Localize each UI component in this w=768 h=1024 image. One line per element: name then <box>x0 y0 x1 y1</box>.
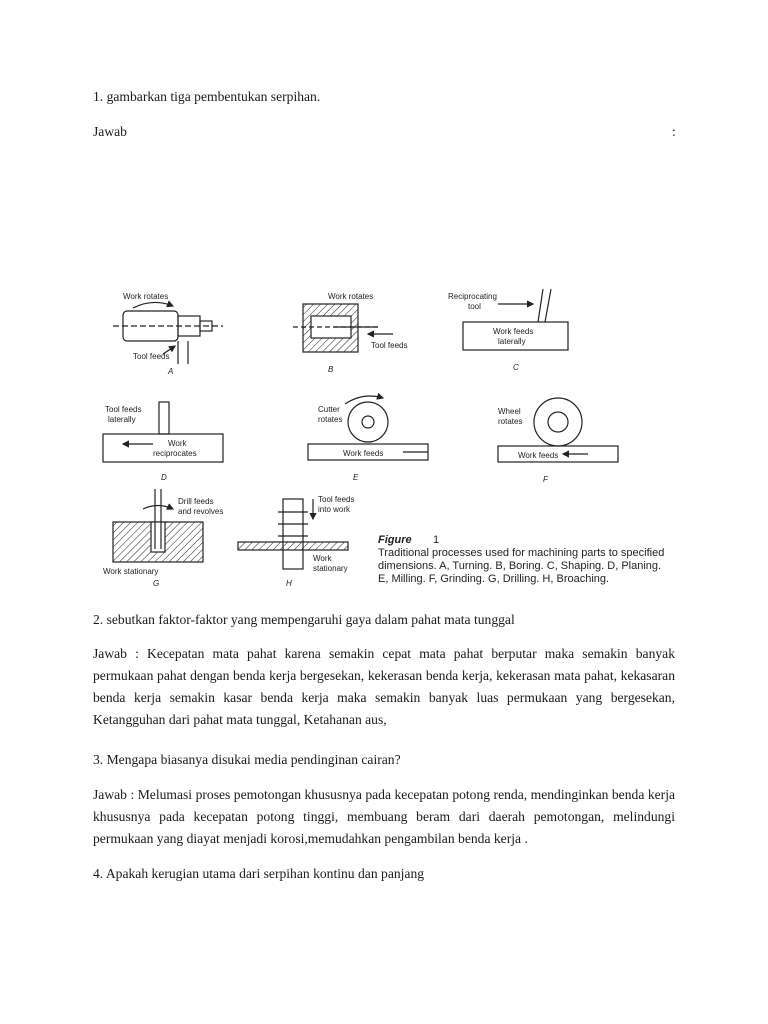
panel-b-label-1: Work rotates <box>328 292 374 301</box>
panel-d-letter: D <box>161 473 167 482</box>
panel-c-letter: C <box>513 363 519 372</box>
panel-d-label-2: laterally <box>108 415 136 424</box>
answer-1-label: Jawab <box>93 124 127 139</box>
question-1: 1. gambarkan tiga pembentukan serpihan. <box>93 89 321 104</box>
panel-a-letter: A <box>168 367 174 376</box>
panel-a-label-2: Tool feeds <box>133 352 170 361</box>
panel-c-label-2: tool <box>468 302 481 311</box>
panel-h-label-2: into work <box>318 505 351 514</box>
question-4: 4. Apakah kerugian utama dari serpihan kontinu dan panjang <box>93 866 425 881</box>
panel-d-label-4: reciprocates <box>153 449 197 458</box>
panel-e-label-3: Work feeds <box>343 449 384 458</box>
panel-c-label-3: Work feeds <box>493 327 534 336</box>
panel-d-label-1: Tool feeds <box>105 405 142 414</box>
panel-f-label-1: Wheel <box>498 407 521 416</box>
caption-line-1: Traditional processes used for machining parts to specified <box>378 547 665 559</box>
machining-processes-figure <box>93 284 683 596</box>
answer-2: Jawab : Kecepatan mata pahat karena semakin cepat mata pahat berputar maka semakin banyak permukaan pahat dengan benda kerja bergesekan, kekerasan benda kerja, kekerasan mata pahat, kekasaran benda kerja semakin kasar benda kerja maka semakin banyak luas permukaan yang bergesekan, Ketangguhan dari pahat mata tunggal, Ketahanan aus, <box>93 646 675 727</box>
panel-b-letter: B <box>328 365 334 374</box>
panel-e-letter: E <box>353 473 359 482</box>
answer-1-colon: : <box>672 124 676 139</box>
caption-title: Figure <box>378 534 412 546</box>
panel-a-label-1: Work rotates <box>123 292 169 301</box>
caption-line-3: E, Milling. F, Grinding. G, Drilling. H, Broaching. <box>378 573 610 585</box>
panel-f-letter: F <box>543 475 548 484</box>
panel-g-letter: G <box>153 579 160 588</box>
caption-number: 1 <box>433 534 440 546</box>
panel-c-label-1: Reciprocating <box>448 292 497 301</box>
question-2: 2. sebutkan faktor-faktor yang mempengaruhi gaya dalam pahat mata tunggal <box>93 612 515 627</box>
question-3: 3. Mengapa biasanya disukai media pendinginan cairan? <box>93 752 401 767</box>
panel-g-label-1: Drill feeds <box>178 497 214 506</box>
panel-e-label-2: rotates <box>318 415 343 424</box>
panel-h-letter: H <box>286 579 292 588</box>
panel-b-label-2: Tool feeds <box>371 341 408 350</box>
panel-f-label-2: rotates <box>498 417 523 426</box>
panel-e-label-1: Cutter <box>318 405 340 414</box>
panel-h-label-1: Tool feeds <box>318 495 355 504</box>
panel-c-label-4: laterally <box>498 337 526 346</box>
answer-3: Jawab : Melumasi proses pemotongan khususnya pada kecepatan potong renda, mendinginkan benda kerja khususnya pada kecepatan potong tinggi, membuang beram dari daerah pemotongan, melindungi permukaan yang diayat menjadi korosi,memudahkan pengambilan benda kerja . <box>93 787 675 846</box>
caption-line-2: dimensions. A, Turning. B, Boring. C, Shaping. D, Planing. <box>378 560 662 572</box>
panel-g-label-2: and revolves <box>178 507 224 516</box>
panel-f-label-3: Work feeds <box>518 451 559 460</box>
panel-g-label-3: Work stationary <box>103 567 159 576</box>
panel-h-label-4: stationary <box>313 564 348 573</box>
panel-h-label-3: Work <box>313 554 332 563</box>
panel-d-label-3: Work <box>168 439 187 448</box>
